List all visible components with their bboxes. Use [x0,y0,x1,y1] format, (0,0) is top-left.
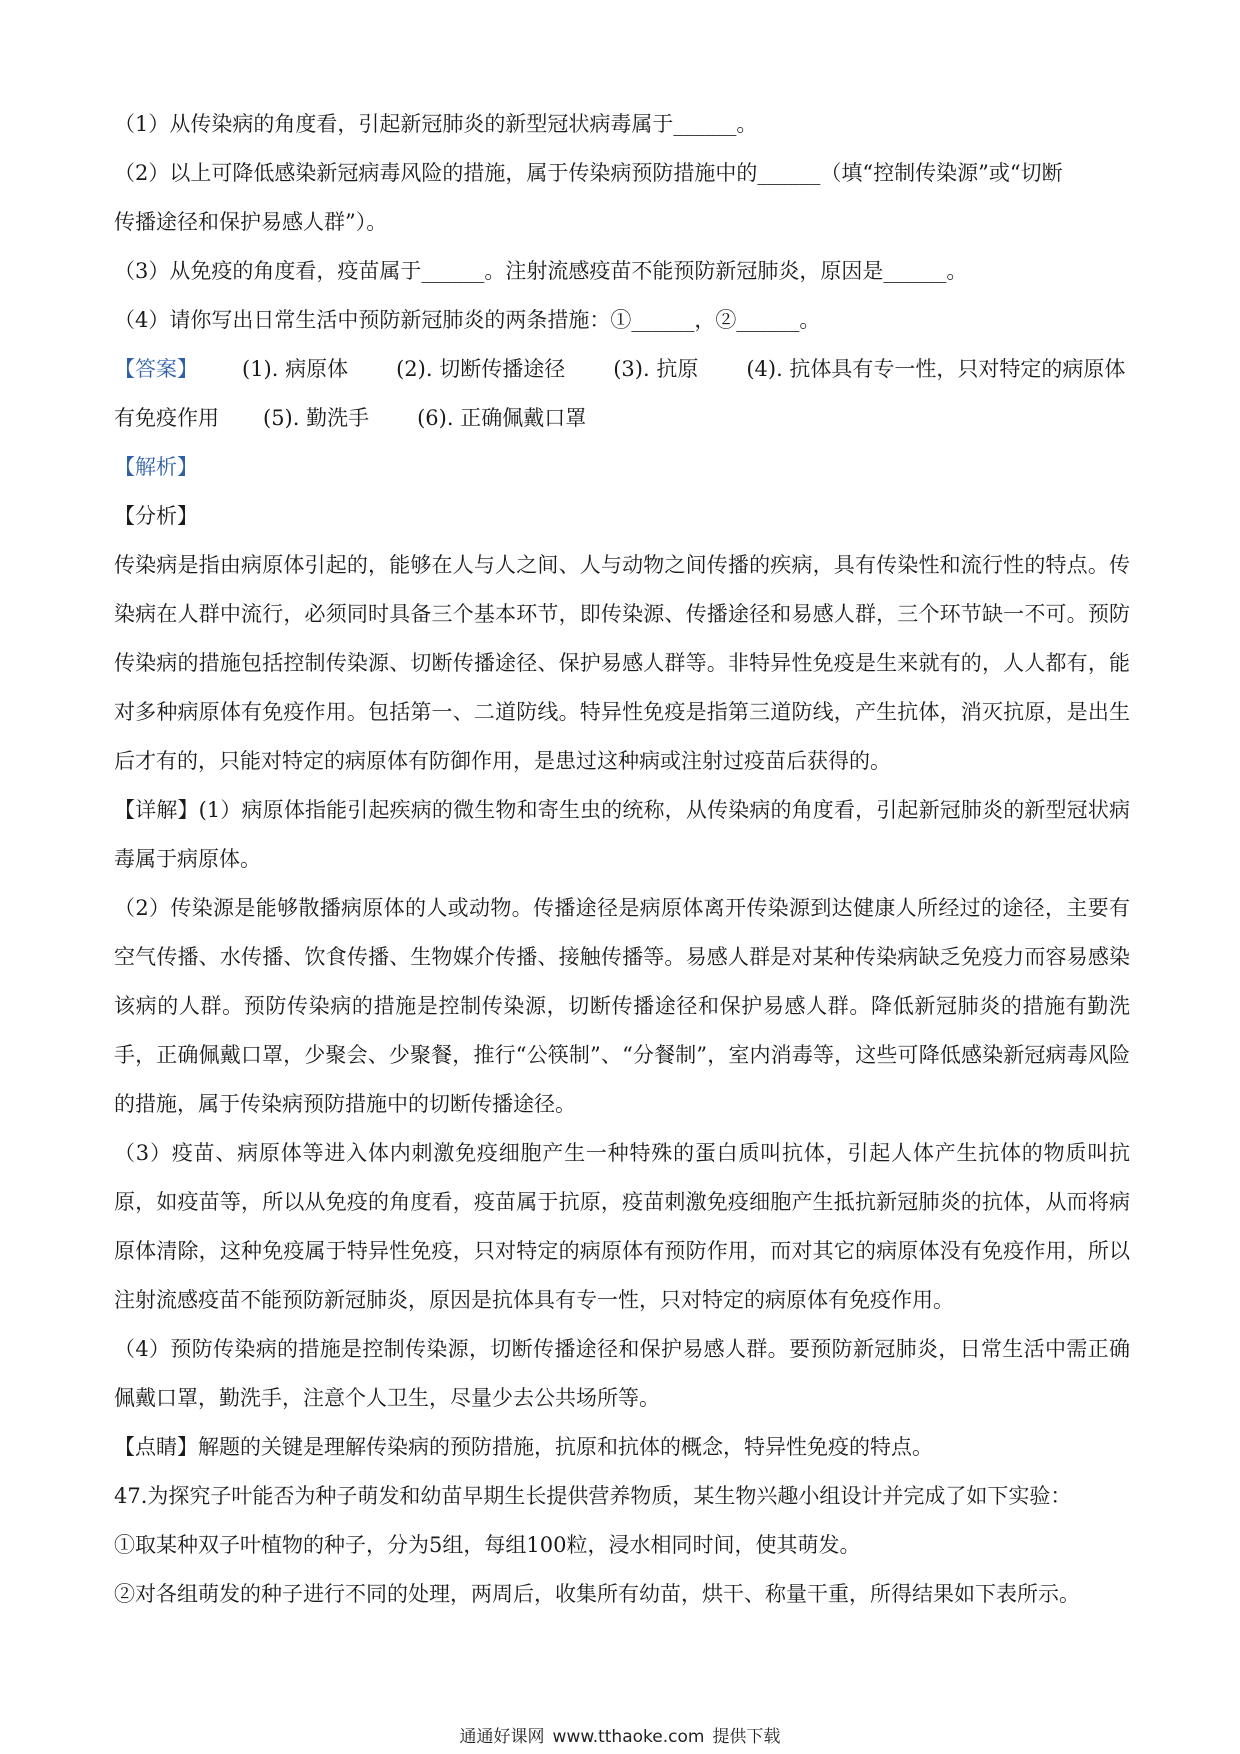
answer-row-2 [114,394,1130,443]
question-2-line-2: 传播途径和保护易感人群”）。 [114,210,388,234]
detail-paragraph-3: （3）疫苗、病原体等进入体内刺激免疫细胞产生一种特殊的蛋白质叫抗体，引起人体产生抗体的物质叫抗原，如疫苗等，所以从免疫的角度看，疫苗属于抗原，疫苗刺激免疫细胞产生抵抗新冠肺炎的抗体，从而将病原体清除，这种免疫属于特异性免疫，只对特定的病原体有预防作用，而对其它的病原体没有免疫作用，所以注射流感疫苗不能预防新冠肺炎，原因是抗体具有专一性，只对特定的病原体有免疫作用。 [114,1141,1130,1312]
page-footer [0,1722,1240,1747]
answer-label: 【答案】 [114,357,198,381]
detail-paragraph-4: （4）预防传染病的措施是控制传染源，切断传播途径和保护易感人群。要预防新冠肺炎，日常生活中需正确佩戴口罩，勤洗手，注意个人卫生，尽量少去公共场所等。 [114,1337,1130,1410]
detail-text-1: (1）病原体指能引起疾病的微生物和寄生虫的统称，从传染病的角度看，引起新冠肺炎的新型冠状病毒属于病原体。 [114,798,1130,871]
answer-item-2: (2). 切断传播途径 [396,357,566,381]
dianjing-label: 【点睛】 [114,1435,198,1459]
detail-paragraph-2: （2）传染源是能够散播病原体的人或动物。传播途径是病原体离开传染源到达健康人所经过的途径，主要有空气传播、水传播、饮食传播、生物媒介传播、接触传播等。易感人群是对某种传染病缺乏免疫力而容易感染该病的人群。预防传染病的措施是控制传染源，切断传播途径和保护易感人群。降低新冠肺炎的措施有勤洗手，正确佩戴口罩，少聚会、少聚餐，推行“公筷制”、“分餐制”，室内消毒等，这些可降低感染新冠病毒风险的措施，属于传染病预防措施中的切断传播途径。 [114,896,1130,1116]
answer-item-4-cont: 有免疫作用 [114,406,219,430]
question-2-line-1: （2）以上可降低感染新冠病毒风险的措施，属于传染病预防措施中的______（填“控制传染源”或“切断 [114,161,1063,185]
question-3: （3）从免疫的角度看，疫苗属于______。注射流感疫苗不能预防新冠肺炎，原因是______。 [114,259,968,283]
step-1: ①取某种双子叶植物的种子，分为5组，每组100粒，浸水相同时间，使其萌发。 [114,1533,861,1557]
answer-item-4: (4). 抗体具有专一性，只对特定的病原体 [746,357,1126,381]
footer-site-url[interactable]: www.tthaoke.com [552,1727,705,1747]
dianjing-paragraph [114,1423,1130,1472]
detail-paragraph-1 [114,786,1130,884]
answer-item-6: (6). 正确佩戴口罩 [417,406,587,430]
footer-download-text: 提供下载 [712,1727,781,1747]
analysis-label: 【解析】 [114,455,198,479]
footer-site-name: 通通好课网 [459,1727,545,1747]
answer-row-1 [114,345,1130,394]
detail-label: 【详解】 [114,798,199,822]
dianjing-text: 解题的关键是理解传染病的预防措施，抗原和抗体的概念，特异性免疫的特点。 [198,1435,933,1459]
fenxi-label: 【分析】 [114,504,198,528]
question-4: （4）请你写出日常生活中预防新冠肺炎的两条措施：①______，②______。 [114,308,821,332]
question-1: （1）从传染病的角度看，引起新冠肺炎的新型冠状病毒属于______。 [114,112,758,136]
step-2: ②对各组萌发的种子进行不同的处理，两周后，收集所有幼苗，烘干、称量干重，所得结果如下表所示。 [114,1582,1080,1606]
answer-item-1: (1). 病原体 [242,357,349,381]
fenxi-text: 传染病是指由病原体引起的，能够在人与人之间、人与动物之间传播的疾病，具有传染性和流行性的特点。传染病在人群中流行，必须同时具备三个基本环节，即传染源、传播途径和易感人群，三个环节缺一不可。预防传染病的措施包括控制传染源、切断传播途径、保护易感人群等。非特异性免疫是生来就有的，人人都有，能对多种病原体有免疫作用。包括第一、二道防线。特异性免疫是指第三道防线，产生抗体，消灭抗原，是出生后才有的，只能对特定的病原体有防御作用，是患过这种病或注射过疫苗后获得的。 [114,553,1130,773]
answer-item-5: (5). 勤洗手 [263,406,370,430]
answer-item-3: (3). 抗原 [613,357,699,381]
page-content [114,100,1130,1619]
question-47: 47.为探究子叶能否为种子萌发和幼苗早期生长提供营养物质，某生物兴趣小组设计并完成了如下实验： [114,1484,1072,1508]
